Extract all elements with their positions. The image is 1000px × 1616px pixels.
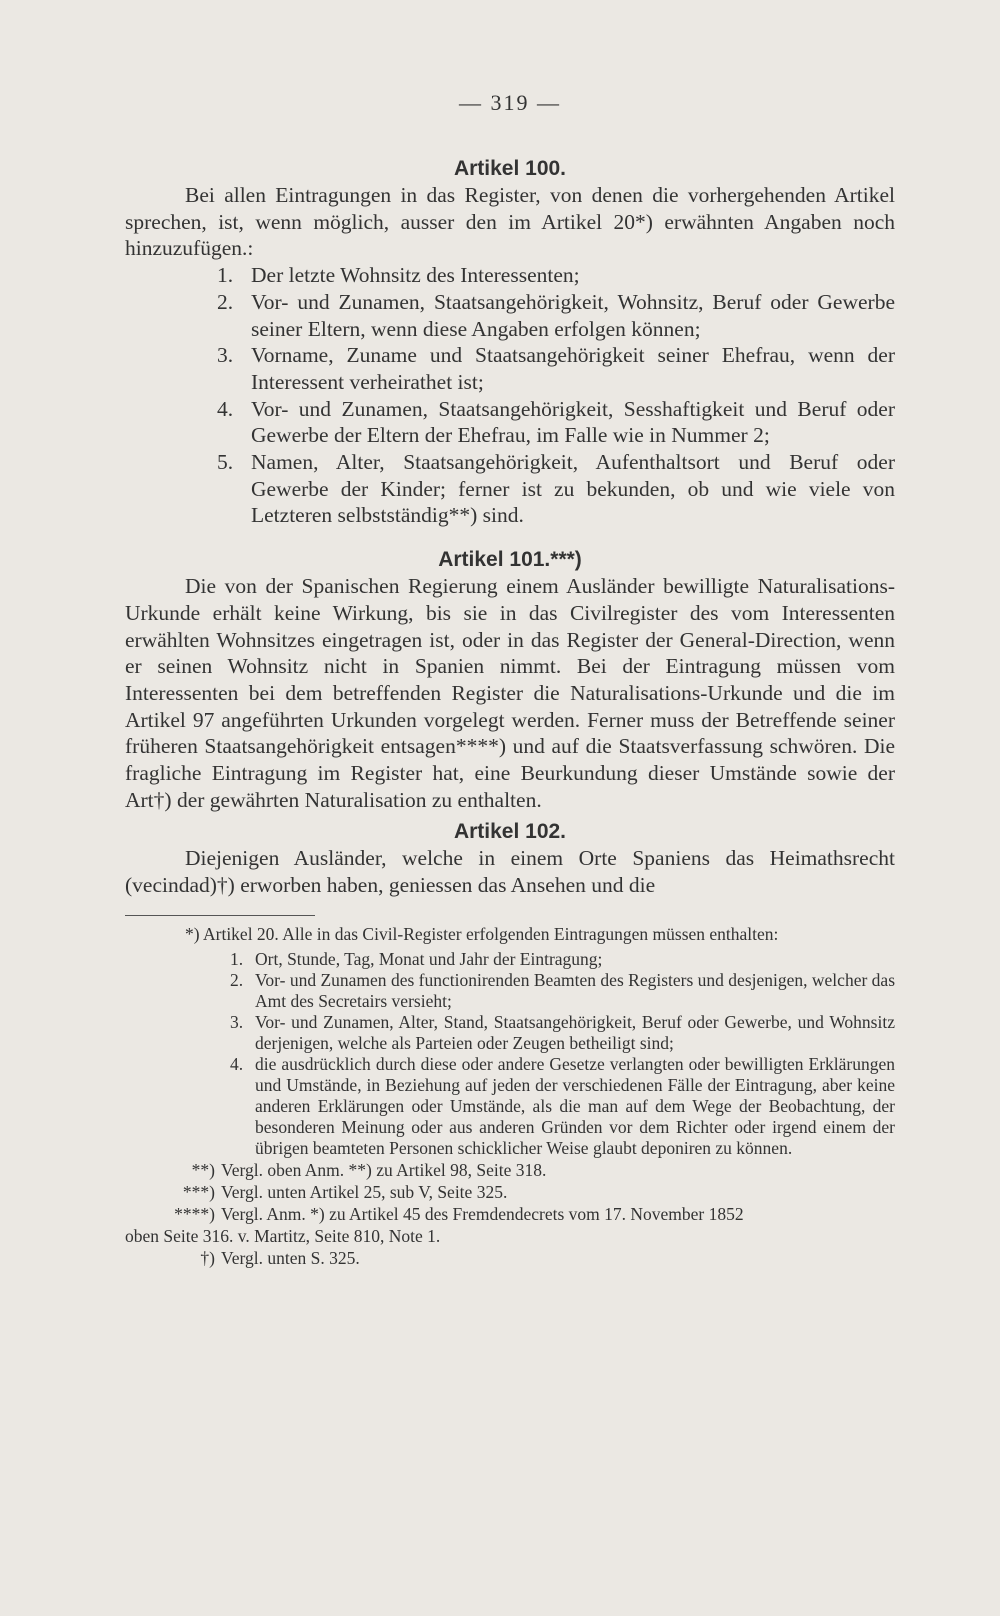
list-item-number: 3. [217,343,234,368]
list-item-number: 4. [217,396,234,421]
article-102-text: Diejenigen Ausländer, welche in einem Orte Spaniens das Heimathsrecht (vecindad)†) erworben haben, geniessen das Ansehen und die [125,846,895,898]
footnote-list-item [125,1054,895,1159]
list-item [125,342,895,395]
footnote-item-number: 4. [230,1053,244,1074]
footnote-4-text: Vergl. Anm. *) zu Artikel 45 des Fremdendecrets vom 17. November 1852 [221,1203,744,1224]
article-100 [125,156,895,529]
article-102 [125,819,895,898]
list-item [125,396,895,449]
footnote-list-item [125,1012,895,1054]
page-content [125,90,895,1269]
footnote-4-continuation: oben Seite 316. v. Martitz, Seite 810, Note 1. [125,1225,441,1246]
footnote-item-number: 1. [230,948,244,969]
page-number: — 319 — [459,90,561,115]
footnote-1-intro: *) Artikel 20. Alle in das Civil-Register erfolgenden Eintragungen müssen enthalten: [185,923,779,944]
list-item-text: Vor- und Zunamen, Staatsangehörigkeit, Sesshaftigkeit und Beruf oder Gewerbe der Eltern der Ehefrau, im Falle wie in Nummer 2; [251,396,895,448]
footnote-1-list [125,949,895,1159]
article-100-list [125,262,895,529]
footnote-item-text: Ort, Stunde, Tag, Monat und Jahr der Eintragung; [255,948,603,969]
footnote-3 [125,1181,895,1203]
list-item-text: Der letzte Wohnsitz des Interessenten; [251,263,580,288]
footnote-2 [125,1159,895,1181]
list-item-number: 5. [217,450,234,475]
footnote-5-text: Vergl. unten S. 325. [221,1247,360,1268]
list-item-text: Namen, Alter, Staatsangehörigkeit, Aufenthaltsort und Beruf oder Gewerbe der Kinder; ferner ist zu bekunden, ob und wie viele von Letzteren selbstständig**) sind. [251,450,895,528]
footnote-2-mark: **) [191,1159,215,1180]
footnotes [125,924,895,1269]
footnote-divider [125,915,315,916]
footnote-4-mark: ****) [174,1203,215,1224]
footnote-5 [125,1247,895,1269]
article-100-intro: Bei allen Eintragungen in das Register, von denen die vorhergehenden Artikel sprechen, ist, wenn möglich, ausser den im Artikel 20*) erwähnten Angaben noch hinzuzufügen.: [125,183,895,261]
article-102-heading: Artikel 102. [453,820,567,844]
footnote-item-text: die ausdrücklich durch diese oder andere Gesetze verlangten oder bewilligten Erklärungen und Umstände, in Beziehung auf jeden der verschiedenen Fälle der Eintragung, aber keine anderen Erklärungen oder Umstände, als die man auf dem Wege der Beobachtung, der besonderen Meinung oder aus anderen Gründen vor dem Richter oder irgend einem der übrigen beamteten Personen schicklicher Weise glaubt deponiren zu können. [255,1053,895,1158]
article-101-text: Die von der Spanischen Regierung einem Ausländer bewilligte Naturalisations-Urkunde erhält keine Wirkung, bis sie in das Civilregister des vom Interessenten erwählten Wohnsitzes eingetragen ist, oder in das Register der General-Direction, wenn er seinen Wohnsitz nicht in Spanien nimmt. Bei der Eintragung müssen vom Interessenten bei dem betreffenden Register die Naturalisations-Urkunde und die im Artikel 97 angeführten Urkunden vorgelegt werden. Ferner muss der Betreffende seiner früheren Staatsangehörigkeit entsagen****) und auf die Staatsverfassung schwören. Die fragliche Eintragung im Register hat, eine Beurkundung dieser Umstände sowie der Art†) der gewährten Naturalisation zu enthalten. [125,574,895,812]
footnote-item-number: 2. [230,969,244,990]
footnote-item-text: Vor- und Zunamen des functionirenden Beamten des Registers und desjenigen, welcher das Amt des Secretairs versieht; [255,969,895,1011]
footnote-5-mark: †) [200,1247,215,1268]
list-item-text: Vor- und Zunamen, Staatsangehörigkeit, Wohnsitz, Beruf oder Gewerbe seiner Eltern, wenn diese Angaben erfolgen können; [251,289,895,341]
list-item-text: Vorname, Zuname und Staatsangehörigkeit seiner Ehefrau, wenn der Interessent verheirathet ist; [251,343,895,394]
list-item-number: 2. [217,289,234,314]
list-item [125,262,895,289]
footnote-list-item [125,970,895,1012]
footnote-4 [125,1203,895,1225]
footnote-list-item [125,949,895,970]
footnote-item-number: 3. [230,1011,244,1032]
footnote-item-text: Vor- und Zunamen, Alter, Stand, Staatsangehörigkeit, Beruf oder Gewerbe, und Wohnsitz derjenigen, welche als Parteien oder Zeugen betheiligt sind; [255,1011,895,1053]
footnote-3-text: Vergl. unten Artikel 25, sub V, Seite 325. [221,1181,508,1202]
footnote-3-mark: ***) [182,1181,215,1202]
article-101-heading: Artikel 101.***) [438,548,582,572]
footnote-2-text: Vergl. oben Anm. **) zu Artikel 98, Seite 318. [221,1159,547,1180]
list-item-number: 1. [217,263,234,288]
list-item [125,449,895,529]
article-101 [125,547,895,813]
list-item [125,289,895,342]
article-100-heading: Artikel 100. [453,157,567,180]
